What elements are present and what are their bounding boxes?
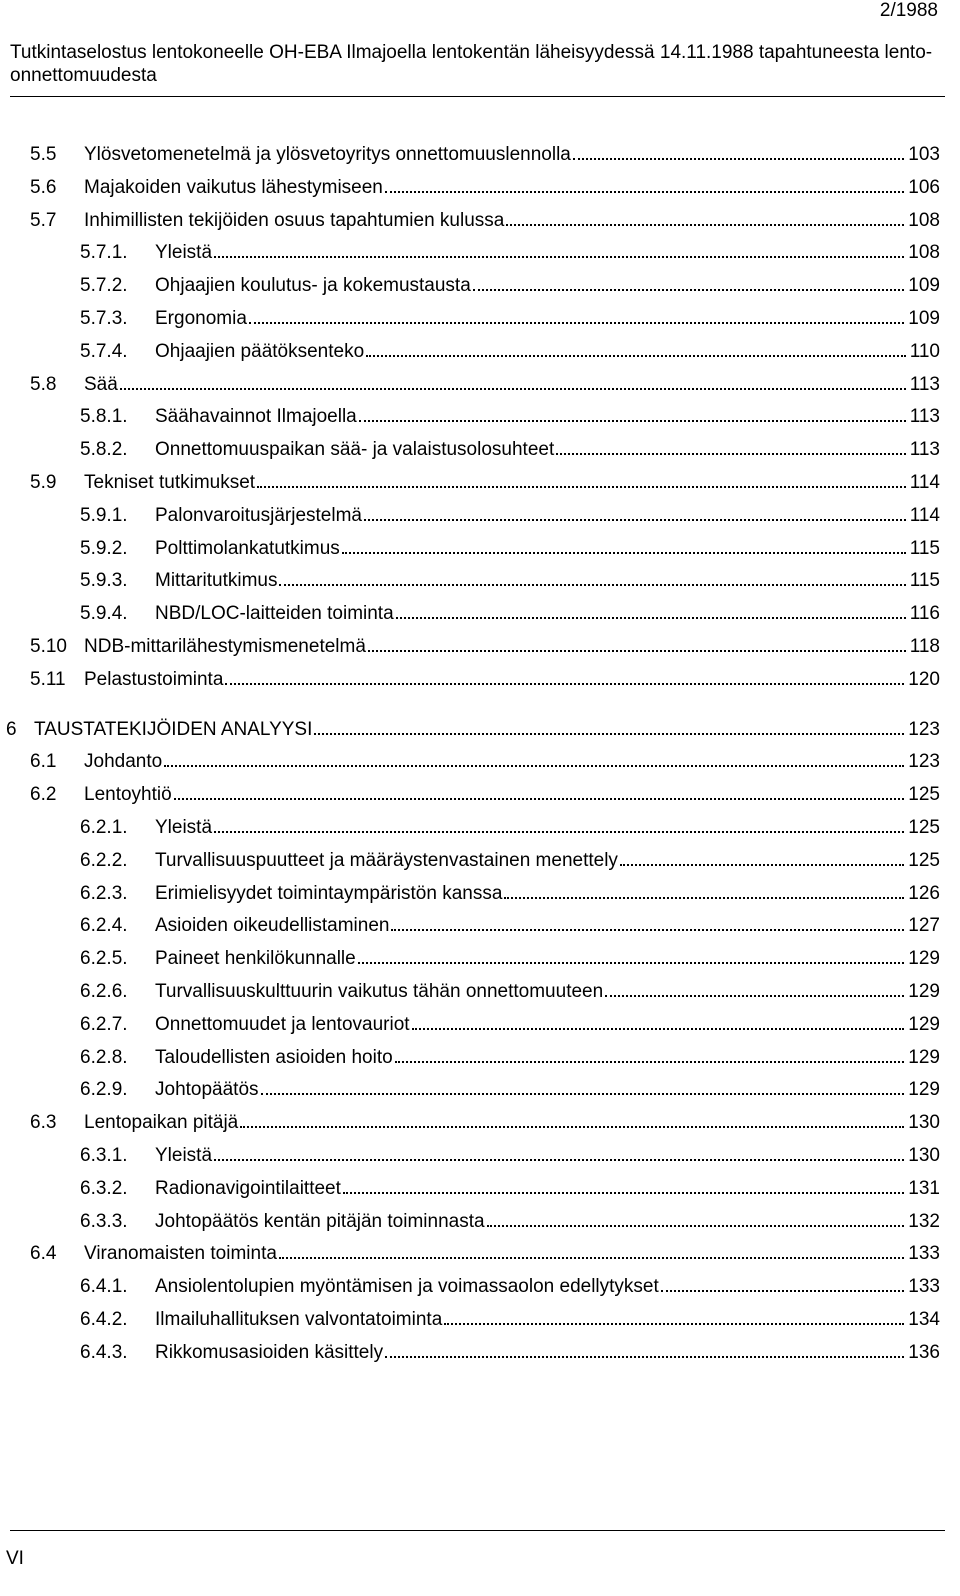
toc-entry-page: 134 [908, 1309, 940, 1330]
toc-dot-leader [214, 1141, 904, 1161]
footer-divider [10, 1530, 945, 1531]
toc-entry-title: Polttimolankatutkimus [155, 537, 340, 559]
toc-entry[interactable] [80, 1074, 940, 1106]
toc-dot-leader [444, 1305, 904, 1325]
toc-dot-leader [473, 271, 905, 291]
toc-entry-title: Johtopäätös [155, 1079, 259, 1101]
toc-entry-number: 5.8.2. [80, 439, 128, 461]
document-header-title: Tutkintaselostus lentokoneelle OH-EBA Ilmajoella lentokentän läheisyydessä 14.11.1988 tapahtuneesta lento-onnettomuudesta [10, 42, 933, 86]
toc-entry[interactable] [6, 714, 940, 746]
toc-entry-title: Lentoyhtiö [84, 784, 172, 806]
toc-entry-title: Säähavainnot Ilmajoella [155, 406, 357, 428]
toc-entry-number: 6.4.3. [80, 1341, 128, 1363]
toc-dot-leader [368, 632, 906, 652]
toc-entry-page: 123 [908, 718, 940, 740]
toc-entry[interactable] [30, 369, 940, 401]
header-divider [10, 96, 945, 97]
toc-entry-title: Onnettomuuspaikan sää- ja valaistusolosuhteet [155, 439, 555, 461]
toc-entry[interactable] [80, 1271, 940, 1303]
toc-entry[interactable] [30, 664, 940, 696]
toc-dot-leader [358, 944, 905, 964]
toc-dot-leader [240, 1108, 904, 1128]
toc-entry[interactable] [80, 1206, 940, 1238]
toc-entry-number: 6.2.4. [80, 915, 128, 937]
toc-entry-title: Ohjaajien koulutus- ja kokemustausta [155, 275, 471, 297]
toc-entry[interactable] [80, 598, 940, 630]
toc-dot-leader [385, 173, 904, 193]
toc-entry[interactable] [80, 812, 940, 844]
toc-entry-page: 106 [908, 176, 940, 198]
toc-entry-number: 6.2.7. [80, 1013, 128, 1035]
toc-entry-page: 109 [908, 308, 940, 329]
toc-dot-leader [661, 1272, 905, 1292]
toc-entry-page: 116 [909, 603, 940, 625]
toc-entry-page: 103 [908, 144, 940, 165]
toc-entry-number: 6.2.6. [80, 981, 128, 1002]
toc-entry-page: 130 [908, 1112, 940, 1134]
toc-entry[interactable] [80, 270, 940, 302]
toc-entry-page: 125 [908, 817, 940, 838]
report-number: 2/1988 [879, 0, 938, 21]
toc-entry[interactable] [30, 205, 940, 237]
toc-entry-number: 5.9.3. [80, 570, 128, 592]
toc-dot-leader [487, 1207, 905, 1227]
toc-entry-title: NDB-mittarilähestymismenetelmä [84, 636, 366, 657]
toc-entry-number: 6.3.2. [80, 1177, 128, 1199]
footer-page-number: VI [6, 1548, 24, 1569]
toc-entry-number: 5.9.2. [80, 537, 128, 559]
toc-dot-leader [225, 665, 904, 685]
toc-entry-number: 6.3.1. [80, 1145, 128, 1166]
toc-entry-number: 5.7.3. [80, 308, 128, 329]
toc-entry[interactable] [30, 631, 940, 663]
toc-entry-page: 129 [908, 1046, 940, 1068]
toc-entry-number: 6.1 [30, 751, 57, 773]
toc-entry-number: 6.2.1. [80, 817, 128, 838]
toc-entry-number: 6.2.9. [80, 1079, 128, 1101]
toc-entry[interactable] [80, 1304, 940, 1336]
toc-entry-number: 6.4 [30, 1243, 57, 1265]
toc-dot-leader [385, 1338, 904, 1358]
toc-entry-page: 129 [908, 981, 940, 1002]
toc-entry-number: 6 [6, 718, 17, 740]
toc-entry-title: Johdanto [84, 751, 163, 773]
toc-entry[interactable] [80, 401, 940, 433]
toc-entry[interactable] [80, 910, 940, 942]
toc-dot-leader [364, 501, 906, 521]
toc-dot-leader [395, 1043, 905, 1063]
toc-entry-title: Ergonomia [155, 308, 247, 329]
toc-entry[interactable] [80, 1173, 940, 1205]
toc-entry-number: 5.6 [30, 176, 57, 198]
toc-dot-leader [343, 1174, 904, 1194]
toc-entry-page: 129 [908, 948, 940, 970]
toc-entry-page: 109 [908, 275, 940, 297]
toc-entry-page: 127 [908, 915, 940, 937]
toc-entry-page: 125 [908, 849, 940, 871]
toc-entry-page: 114 [909, 472, 940, 493]
toc-entry[interactable] [80, 845, 940, 877]
toc-dot-leader [120, 370, 906, 390]
toc-entry-page: 136 [908, 1341, 940, 1363]
toc-entry-number: 5.7.4. [80, 340, 128, 362]
toc-entry-page: 120 [908, 668, 940, 690]
toc-dot-leader [314, 715, 904, 735]
toc-entry-number: 5.7.2. [80, 275, 128, 297]
toc-entry[interactable] [80, 976, 940, 1008]
toc-entry-title: Johtopäätös kentän pitäjän toiminnasta [155, 1210, 485, 1232]
toc-entry-title: Viranomaisten toiminta [84, 1243, 277, 1265]
toc-dot-leader [366, 337, 906, 357]
toc-entry-page: 115 [909, 570, 940, 592]
toc-entry-title: Yleistä [155, 242, 213, 264]
toc-entry-title: Taloudellisten asioiden hoito [155, 1046, 393, 1068]
toc-entry[interactable] [30, 779, 940, 811]
toc-entry-title: Tekniset tutkimukset [84, 472, 256, 493]
toc-entry-title: Pelastustoiminta [84, 668, 224, 690]
toc-entry-page: 113 [909, 406, 940, 428]
toc-entry-number: 5.8.1. [80, 406, 128, 428]
toc-dot-leader [620, 846, 904, 866]
toc-entry-page: 125 [908, 784, 940, 806]
toc-dot-leader [261, 1075, 905, 1095]
toc-entry-number: 6.3.3. [80, 1210, 128, 1232]
toc-entry[interactable] [80, 434, 940, 466]
toc-entry-page: 113 [909, 373, 940, 395]
toc-entry-page: 115 [909, 537, 940, 559]
toc-dot-leader [396, 599, 906, 619]
toc-entry-page: 114 [909, 504, 940, 526]
toc-entry[interactable] [80, 303, 940, 335]
toc-entry-number: 5.8 [30, 373, 57, 395]
toc-entry-title: Ylösvetomenetelmä ja ylösvetoyritys onnettomuuslennolla [84, 144, 571, 165]
toc-entry-title: Palonvaroitusjärjestelmä [155, 504, 362, 526]
toc-entry[interactable] [80, 1140, 940, 1172]
toc-entry-title: Asioiden oikeudellistaminen [155, 915, 390, 937]
toc-entry[interactable] [80, 565, 940, 597]
toc-entry-number: 6.4.1. [80, 1276, 128, 1298]
toc-entry[interactable] [80, 1042, 940, 1074]
toc-entry[interactable] [30, 139, 940, 171]
toc-dot-leader [412, 1010, 905, 1030]
toc-entry-title: Turvallisuuskulttuurin vaikutus tähän onnettomuuteen [155, 981, 604, 1002]
toc-entry-title: Yleistä [155, 1145, 213, 1166]
toc-entry-number: 6.2.2. [80, 849, 128, 871]
toc-dot-leader [342, 534, 906, 554]
toc-entry-title: NBD/LOC-laitteiden toiminta [155, 603, 394, 625]
toc-dot-leader [359, 402, 906, 422]
toc-entry-number: 5.9 [30, 472, 57, 493]
toc-entry-page: 129 [908, 1013, 940, 1035]
toc-entry[interactable] [30, 467, 940, 499]
toc-entry-page: 133 [908, 1276, 940, 1298]
toc-entry[interactable] [30, 172, 940, 204]
toc-entry-title: Rikkomusasioiden käsittely [155, 1341, 384, 1363]
toc-entry-number: 6.2.3. [80, 882, 128, 904]
toc-entry-title: Lentopaikan pitäjä [84, 1112, 239, 1134]
toc-entry[interactable] [80, 1009, 940, 1041]
toc-dot-leader [214, 813, 904, 833]
toc-entry-number: 6.2 [30, 784, 57, 806]
toc-entry-number: 5.7 [30, 209, 57, 231]
toc-entry[interactable] [30, 1238, 940, 1270]
toc-entry-page: 126 [908, 882, 940, 904]
toc-dot-leader [605, 977, 904, 997]
toc-entry-number: 5.9.1. [80, 504, 128, 526]
toc-entry-number: 5.7.1. [80, 242, 128, 264]
toc-dot-leader [573, 140, 904, 160]
toc-entry-number: 5.10 [30, 636, 67, 657]
toc-dot-leader [279, 1239, 904, 1259]
toc-entry-page: 108 [908, 209, 940, 231]
toc-dot-leader [279, 566, 905, 586]
toc-entry-title: Ilmailuhallituksen valvontatoiminta [155, 1309, 443, 1330]
toc-entry-number: 5.9.4. [80, 603, 128, 625]
toc-dot-leader [506, 206, 904, 226]
toc-entry-page: 132 [908, 1210, 940, 1232]
toc-entry-title: Onnettomuudet ja lentovauriot [155, 1013, 410, 1035]
toc-entry-title: TAUSTATEKIJÖIDEN ANALYYSI [34, 718, 313, 740]
toc-entry-number: 5.11 [30, 668, 66, 690]
toc-entry[interactable] [30, 1107, 940, 1139]
toc-dot-leader [504, 879, 904, 899]
toc-entry-page: 123 [908, 751, 940, 773]
toc-dot-leader [164, 747, 904, 767]
toc-entry[interactable] [80, 237, 940, 269]
toc-entry-title: Sää [84, 373, 118, 395]
toc-entry[interactable] [80, 878, 940, 910]
toc-dot-leader [174, 780, 905, 800]
toc-entry-title: Turvallisuuspuutteet ja määräystenvastainen menettely [155, 849, 618, 871]
toc-entry-number: 5.5 [30, 144, 57, 165]
toc-entry[interactable] [80, 500, 940, 532]
toc-dot-leader [257, 468, 906, 488]
toc-dot-leader [556, 435, 905, 455]
toc-entry[interactable] [80, 1337, 940, 1369]
toc-entry-number: 6.2.8. [80, 1046, 128, 1068]
toc-entry-number: 6.2.5. [80, 948, 128, 970]
toc-entry-page: 118 [909, 636, 940, 657]
toc-dot-leader [249, 304, 904, 324]
toc-dot-leader [214, 238, 904, 258]
toc-entry-page: 130 [908, 1145, 940, 1166]
toc-entry-title: Ohjaajien päätöksenteko [155, 340, 365, 362]
toc-entry[interactable] [30, 746, 940, 778]
toc-entry-title: Erimielisyydet toimintaympäristön kanssa [155, 882, 503, 904]
toc-entry[interactable] [80, 533, 940, 565]
toc-dot-leader [391, 911, 904, 931]
toc-entry-title: Mittaritutkimus [155, 570, 278, 592]
toc-entry-page: 110 [909, 340, 940, 362]
toc-entry-title: Ansiolentolupien myöntämisen ja voimassaolon edellytykset [155, 1276, 659, 1298]
toc-entry-page: 108 [908, 242, 940, 264]
toc-entry-title: Inhimillisten tekijöiden osuus tapahtumien kulussa [84, 209, 505, 231]
toc-entry-title: Majakoiden vaikutus lähestymiseen [84, 176, 383, 198]
toc-entry[interactable] [80, 336, 940, 368]
toc-entry-title: Radionavigointilaitteet [155, 1177, 341, 1199]
toc-entry-title: Paineet henkilökunnalle [155, 948, 356, 970]
toc-entry-page: 129 [908, 1079, 940, 1101]
toc-entry-number: 6.4.2. [80, 1309, 128, 1330]
toc-entry[interactable] [80, 943, 940, 975]
toc-entry-page: 131 [908, 1177, 940, 1199]
toc-entry-page: 113 [909, 439, 940, 461]
toc-entry-number: 6.3 [30, 1112, 57, 1134]
toc-entry-title: Yleistä [155, 817, 213, 838]
toc-entry-page: 133 [908, 1243, 940, 1265]
